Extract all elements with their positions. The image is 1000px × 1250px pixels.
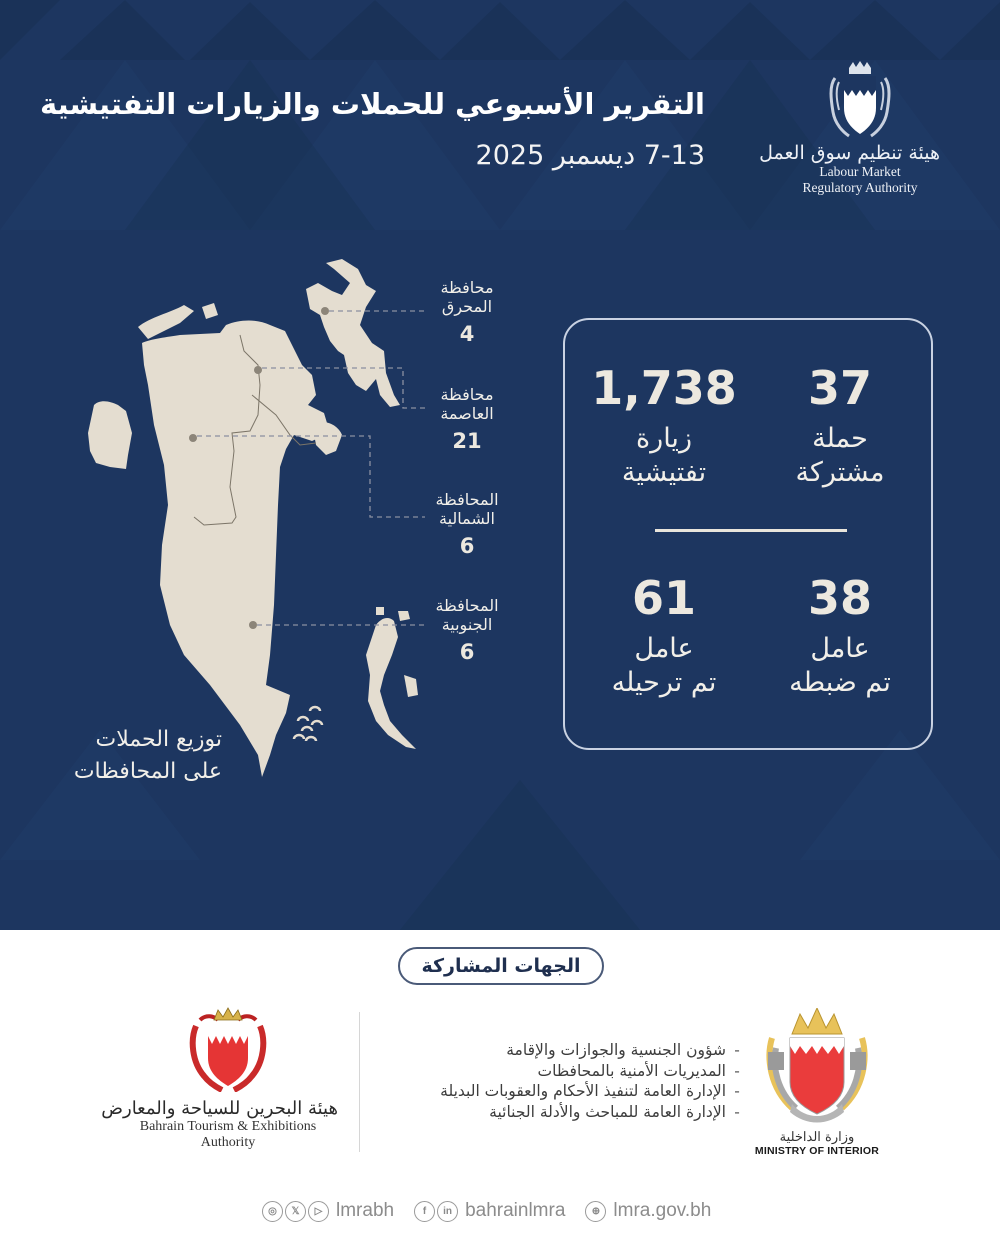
vertical-divider <box>359 1012 360 1152</box>
stat-value: 37 <box>807 361 872 415</box>
governorate-muharraq <box>412 278 522 348</box>
report-title: التقرير الأسبوعي للحملات والزيارات التفتيشية <box>40 87 705 121</box>
moi-english-name: MINISTRY OF INTERIOR <box>754 1145 880 1157</box>
bullet: - <box>734 1102 740 1121</box>
social-handle-lmrabh[interactable]: lmrabh <box>336 1200 395 1221</box>
governorate-label: العاصمة <box>440 404 494 423</box>
bahrain-tourism-exhibitions-authority-logo <box>101 1006 338 1151</box>
bahrain-coat-of-arms-color-icon <box>188 1006 268 1092</box>
bahrain-map-shape <box>80 255 440 785</box>
governorate-label: المحافظة <box>435 490 499 509</box>
stat-label: تم ترحيله <box>611 667 717 698</box>
governorate-count: 6 <box>459 640 475 664</box>
entity-name: الإدارة العامة لتنفيذ الأحكام والعقوبات البديلة <box>440 1082 726 1100</box>
governorate-southern <box>412 596 522 666</box>
entity-name: شؤون الجنسية والجوازات والإقامة <box>506 1041 726 1059</box>
stat-label: حملة <box>812 423 868 454</box>
youtube-icon[interactable]: ▷ <box>308 1201 329 1222</box>
governorate-count: 21 <box>452 429 482 453</box>
list-item <box>440 1102 748 1123</box>
map-caption-line2: على المحافظات <box>73 759 222 784</box>
entity-name: الإدارة العامة للمباحث والأدلة الجنائية <box>489 1102 726 1121</box>
governorate-count: 4 <box>459 322 475 346</box>
stats-divider <box>655 529 847 532</box>
title-block <box>40 84 705 176</box>
stat-label: زيارة <box>636 423 692 454</box>
bullet: - <box>734 1061 740 1080</box>
map-caption-line1: توزيع الحملات <box>95 727 222 752</box>
governorate-count: 6 <box>459 534 475 558</box>
stat-value: 38 <box>807 571 872 625</box>
lmra-logo <box>759 60 940 196</box>
stat-inspection-visits <box>579 360 749 490</box>
globe-icon[interactable]: ⊕ <box>585 1201 606 1222</box>
linkedin-icon[interactable]: in <box>437 1201 458 1222</box>
lmra-arabic-name: هيئة تنظيم سوق العمل <box>759 142 940 164</box>
list-item <box>440 1081 748 1102</box>
stat-joint-campaigns <box>755 360 925 490</box>
list-item <box>440 1040 748 1061</box>
governorate-label: المحرق <box>441 297 493 316</box>
bullet: - <box>734 1041 740 1059</box>
x-icon[interactable]: 𝕏 <box>285 1201 306 1222</box>
stat-label: تم ضبطه <box>789 667 891 698</box>
bahrain-coat-of-arms-icon <box>829 60 891 140</box>
bullet: - <box>734 1082 740 1100</box>
stat-label: مشتركة <box>795 457 885 488</box>
stat-label: عامل <box>810 633 870 664</box>
governorate-label: المحافظة <box>435 596 499 615</box>
lmra-english-name-line2: Regulatory Authority <box>802 180 918 195</box>
btea-english-name-line1: Bahrain Tourism & Exhibitions <box>139 1119 317 1134</box>
map-caption <box>62 724 222 788</box>
facebook-icon[interactable]: f <box>414 1201 435 1222</box>
list-item <box>440 1061 748 1082</box>
ministry-of-interior-emblem-icon <box>762 1008 872 1128</box>
ministry-of-interior-logo <box>752 1008 882 1157</box>
lmra-english-name-line1: Labour Market <box>819 164 901 179</box>
stat-label: عامل <box>634 633 694 664</box>
social-handle-bahrainlmra[interactable]: bahrainlmra <box>465 1200 566 1221</box>
stat-label: تفتيشية <box>621 457 707 488</box>
governorate-label: الشمالية <box>439 509 495 528</box>
website-link[interactable]: lmra.gov.bh <box>613 1200 712 1221</box>
governorate-capital <box>412 385 522 455</box>
stat-value: 61 <box>631 571 696 625</box>
governorate-label: محافظة <box>440 385 494 404</box>
stat-value: 1,738 <box>591 361 737 415</box>
btea-english-name-line2: Authority <box>200 1135 256 1150</box>
governorate-northern <box>412 490 522 560</box>
stats-box <box>563 318 933 750</box>
governorate-label: محافظة <box>440 278 494 297</box>
participating-entities-heading: الجهات المشاركة <box>398 947 604 985</box>
instagram-icon[interactable]: ◎ <box>262 1201 283 1222</box>
report-date-range: 7-13 ديسمبر 2025 <box>475 140 705 171</box>
participating-entities-list <box>440 1040 748 1122</box>
footer-social-links <box>262 1196 731 1226</box>
stat-workers-seized <box>755 570 925 700</box>
stat-workers-deported <box>579 570 749 700</box>
btea-arabic-name: هيئة البحرين للسياحة والمعارض <box>101 1098 338 1119</box>
governorate-label: الجنوبية <box>441 615 493 634</box>
entity-name: المديريات الأمنية بالمحافظات <box>537 1061 726 1080</box>
bahrain-map <box>80 255 440 785</box>
moi-arabic-name: وزارة الداخلية <box>779 1130 855 1145</box>
